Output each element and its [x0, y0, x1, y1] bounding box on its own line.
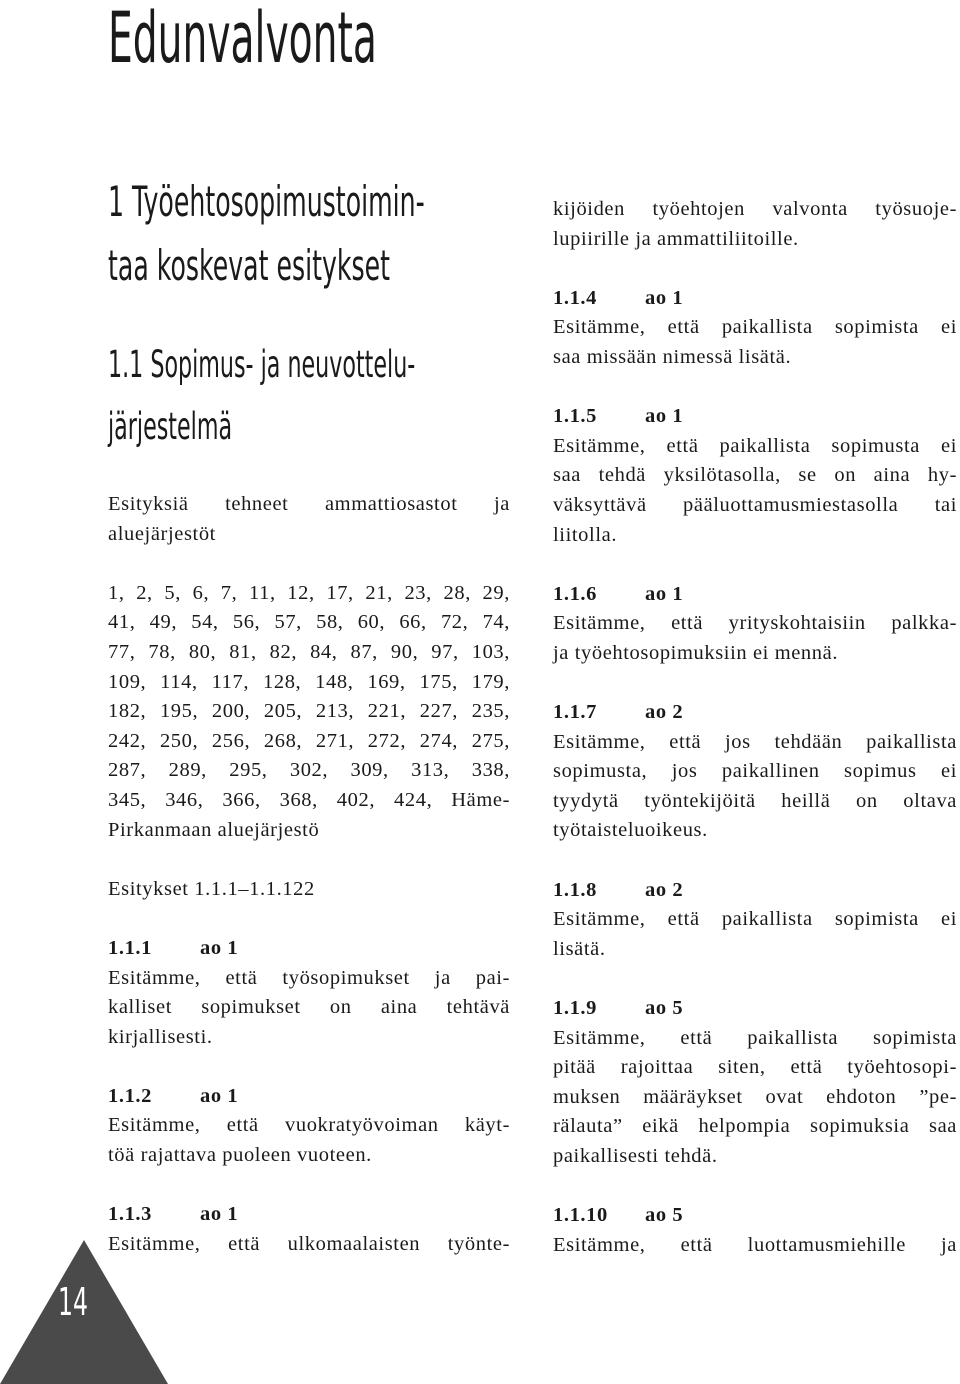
right-column: [553, 195, 957, 1260]
proposal-text-line: rälauta” eikä helpompia sopimuksia saa: [553, 1115, 957, 1138]
proposal-unit: ao 1: [200, 1084, 239, 1107]
proposal-text-line: Esitämme, että jos tehdään paikallista: [553, 730, 957, 753]
proposal-unit: ao 2: [645, 878, 684, 901]
proposal-text-line: kalliset sopimukset on aina tehtävä: [108, 996, 510, 1019]
proposal-number: 1.1.9: [553, 997, 597, 1020]
subsection-title-line: 1.1 Sopimus- ja neuvottelu-: [108, 343, 416, 386]
section-title: [108, 170, 425, 298]
proposal-number: 1.1.3: [108, 1203, 152, 1226]
proposal-number: 1.1.4: [553, 286, 597, 309]
intro-line: Esityksiä tehneet ammattiosastot ja: [108, 493, 510, 515]
proposal-unit: ao 1: [645, 582, 684, 605]
unit-list-line: 1, 2, 5, 6, 7, 11, 12, 17, 21, 23, 28, 29,: [108, 581, 510, 604]
proposal-number: 1.1.6: [553, 582, 597, 605]
proposal-number: 1.1.1: [108, 936, 152, 959]
proposal-text-line: Esitämme, että yrityskohtaisiin palkka-: [553, 612, 957, 635]
proposal-heading: [553, 698, 957, 728]
proposal-text-line: pitää rajoittaa siten, että työehtosopi-: [553, 1056, 957, 1079]
page-number: 14: [58, 1280, 88, 1324]
subsection-title: [108, 334, 415, 458]
proposal-text-line: saa tehdä yksilötasolla, se on aina hy-: [553, 464, 957, 487]
proposal-unit: ao 2: [645, 701, 684, 724]
proposal-heading: [108, 1082, 510, 1112]
proposal-heading: [553, 580, 957, 610]
proposal-number: 1.1.10: [553, 1204, 608, 1227]
proposal-text-line: Esitämme, että ulkomaalaisten työnte-: [108, 1232, 510, 1255]
proposal-text-line: muksen määräykset ovat ehdoton ”pe-: [553, 1085, 957, 1108]
proposal-text-line: Esitämme, että paikallista sopimista ei: [553, 316, 957, 339]
proposal-heading: [553, 1201, 957, 1231]
proposal-text-line: Esitämme, että vuokratyövoiman käyt-: [108, 1114, 510, 1137]
proposal-text-line: kirjallisesti.: [108, 1025, 213, 1048]
proposal-number: 1.1.5: [553, 405, 597, 428]
section-title-line: 1 Työehtosopimustoimin-: [108, 177, 425, 226]
proposal-unit: ao 1: [200, 936, 239, 959]
proposal-heading: [553, 402, 957, 432]
unit-list-line: 109, 114, 117, 128, 148, 169, 175, 179,: [108, 670, 510, 693]
proposals-range: Esitykset 1.1.1–1.1.122: [108, 877, 315, 900]
unit-list-line: 242, 250, 256, 268, 271, 272, 274, 275,: [108, 729, 510, 752]
proposal-text-line: liitolla.: [553, 523, 618, 546]
proposal-heading: [108, 1200, 510, 1230]
proposal-text-line: työtaisteluoikeus.: [553, 819, 708, 842]
proposal-heading: [553, 876, 957, 906]
proposal-number: 1.1.7: [553, 701, 597, 724]
proposal-unit: ao 1: [200, 1203, 239, 1226]
continued-line: lupiirille ja ammattiliitoille.: [553, 227, 799, 250]
proposal-number: 1.1.8: [553, 878, 597, 901]
unit-list-line: 345, 346, 366, 368, 402, 424, Häme-: [108, 788, 510, 811]
proposal-text-line: väksyttävä pääluottamusmiestasolla tai: [553, 493, 957, 516]
proposal-unit: ao 1: [645, 286, 684, 309]
proposal-unit: ao 1: [645, 405, 684, 428]
proposal-heading: [553, 994, 957, 1024]
continued-line: kijöiden työehtojen valvonta työsuoje-: [553, 198, 957, 220]
unit-list-line: Pirkanmaan aluejärjestö: [108, 818, 320, 841]
unit-list-line: 182, 195, 200, 205, 213, 221, 227, 235,: [108, 700, 510, 723]
intro-line: aluejärjestöt: [108, 522, 216, 545]
proposal-heading: [108, 934, 510, 964]
section-title-line: taa koskevat esitykset: [108, 241, 390, 290]
proposal-text-line: Esitämme, että työsopimukset ja pai-: [108, 966, 510, 989]
subsection-title-line: järjestelmä: [108, 405, 233, 448]
proposal-text-line: paikallisesti tehdä.: [553, 1145, 718, 1167]
proposal-text-line: töä rajattava puoleen vuoteen.: [108, 1144, 372, 1167]
proposal-text-line: sopimusta, jos paikallinen sopimus ei: [553, 760, 957, 783]
proposal-text-line: Esitämme, että luottamusmiehille ja: [553, 1233, 957, 1256]
proposal-text-line: Esitämme, että paikallista sopimista ei: [553, 908, 957, 931]
unit-list-line: 287, 289, 295, 302, 309, 313, 338,: [108, 759, 510, 782]
unit-list-line: 77, 78, 80, 81, 82, 84, 87, 90, 97, 103,: [108, 640, 510, 663]
proposal-unit: ao 5: [645, 997, 684, 1020]
unit-list-line: 41, 49, 54, 56, 57, 58, 60, 66, 72, 74,: [108, 611, 510, 634]
proposal-number: 1.1.2: [108, 1084, 152, 1107]
proposal-text-line: Esitämme, että paikallista sopimista: [553, 1026, 957, 1049]
left-column: [108, 490, 510, 1259]
page-title: Edunvalvonta: [108, 0, 377, 79]
proposal-text-line: Esitämme, että paikallista sopimusta ei: [553, 434, 957, 457]
proposal-text-line: saa missään nimessä lisätä.: [553, 345, 792, 368]
proposal-text-line: tyydytä työntekijöitä heillä on oltava: [553, 789, 957, 812]
proposal-text-line: ja työehtosopimuksiin ei mennä.: [553, 641, 839, 664]
proposal-heading: [553, 284, 957, 314]
proposal-text-line: lisätä.: [553, 937, 606, 960]
proposal-unit: ao 5: [645, 1204, 684, 1227]
